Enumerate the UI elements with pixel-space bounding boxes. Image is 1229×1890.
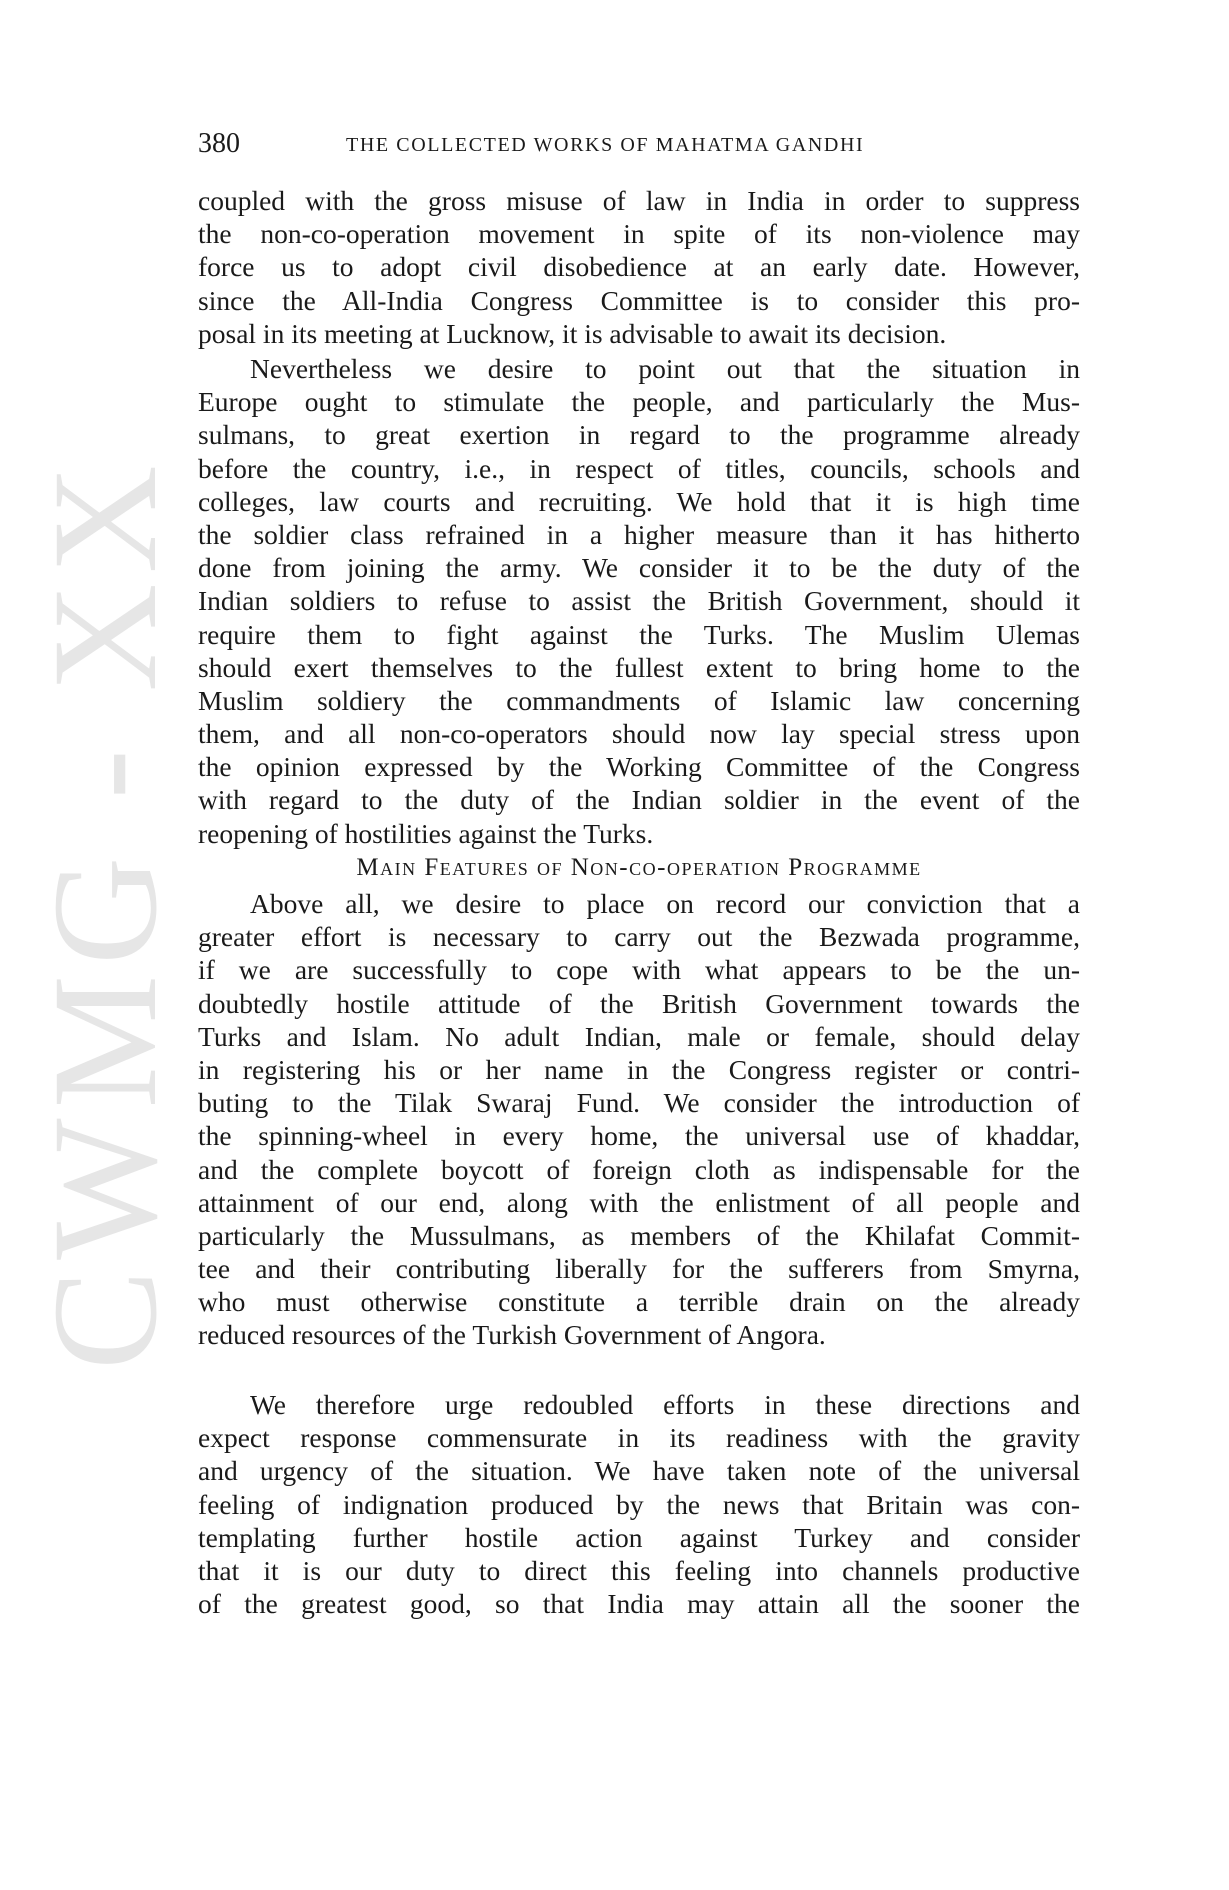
text-line: since the All-India Congress Committee is to consider this pro-: [198, 284, 1080, 316]
text-line: Indian soldiers to refuse to assist the British Government, should it: [198, 585, 1080, 617]
text-line: of the greatest good, so that India may attain all the sooner the: [198, 1588, 1080, 1620]
text-line: the spinning-wheel in every home, the universal use of khaddar,: [198, 1120, 1080, 1152]
watermark: CWMG - XX: [22, 455, 188, 1370]
text-line: reduced resources of the Turkish Government of Angora.: [198, 1319, 826, 1351]
page-number: 380: [198, 128, 240, 159]
text-line: and the complete boycott of foreign cloth as indispensable for the: [198, 1153, 1080, 1185]
text-line: that it is our duty to direct this feeling into channels productive: [198, 1554, 1080, 1586]
page-header: [198, 128, 1080, 164]
paragraph: [198, 1388, 1080, 1620]
text-line: expect response commensurate in its readiness with the gravity: [198, 1422, 1080, 1454]
text-line: colleges, law courts and recruiting. We hold that it is high time: [198, 485, 1080, 517]
text-line: reopening of hostilities against the Turks.: [198, 817, 654, 849]
text-line: done from joining the army. We consider it to be the duty of the: [198, 552, 1080, 584]
text-line: who must otherwise constitute a terrible drain on the already: [198, 1286, 1080, 1318]
text-line: tee and their contributing liberally for the sufferers from Smyrna,: [198, 1253, 1080, 1285]
text-line: Above all, we desire to place on record our conviction that a: [250, 888, 1080, 919]
text-line: the soldier class refrained in a higher measure than it has hitherto: [198, 518, 1080, 550]
paragraph: [198, 352, 1080, 850]
text-line: the opinion expressed by the Working Committee of the Congress: [198, 751, 1080, 783]
text-line: feeling of indignation produced by the news that Britain was con-: [198, 1488, 1080, 1520]
text-line: posal in its meeting at Lucknow, it is advisable to await its decision.: [198, 317, 947, 349]
text-line: particularly the Mussulmans, as members of the Khilafat Commit-: [198, 1219, 1080, 1251]
text-line: greater effort is necessary to carry out the Bezwada programme,: [198, 921, 1080, 953]
text-line: attainment of our end, along with the enlistment of all people and: [198, 1186, 1080, 1218]
text-line: doubtedly hostile attitude of the British Government towards the: [198, 987, 1080, 1019]
text-line: Muslim soldiery the commandments of Islamic law concerning: [198, 684, 1080, 716]
section-heading: Main Features of Non-co-operation Programme: [356, 854, 922, 881]
text-line: Europe ought to stimulate the people, and particularly the Mus-: [198, 386, 1080, 418]
text-line: before the country, i.e., in respect of titles, councils, schools and: [198, 452, 1080, 484]
text-line: with regard to the duty of the Indian soldier in the event of the: [198, 784, 1080, 816]
paragraph: [198, 184, 1080, 350]
text-line: coupled with the gross misuse of law in India in order to suppress: [198, 185, 1080, 216]
text-line: require them to fight against the Turks. The Muslim Ulemas: [198, 618, 1080, 650]
text-line: Turks and Islam. No adult Indian, male or female, should delay: [198, 1020, 1080, 1052]
text-line: buting to the Tilak Swaraj Fund. We consider the introduction of: [198, 1087, 1080, 1119]
text-line: templating further hostile action against Turkey and consider: [198, 1521, 1080, 1553]
text-line: and urgency of the situation. We have taken note of the universal: [198, 1455, 1080, 1487]
paragraph: [198, 887, 1080, 1352]
text-line: should exert themselves to the fullest extent to bring home to the: [198, 651, 1080, 683]
text-line: the non-co-operation movement in spite of its non-violence may: [198, 218, 1080, 250]
text-line: force us to adopt civil disobedience at an early date. However,: [198, 251, 1080, 283]
text-line: them, and all non-co-operators should now lay special stress upon: [198, 718, 1080, 750]
text-line: if we are successfully to cope with what appears to be the un-: [198, 954, 1080, 986]
text-line: Nevertheless we desire to point out that the situation in: [250, 353, 1080, 384]
text-line: We therefore urge redoubled efforts in these directions and: [250, 1389, 1080, 1420]
text-line: in registering his or her name in the Congress register or contri-: [198, 1053, 1080, 1085]
running-head: THE COLLECTED WORKS OF MAHATMA GANDHI: [346, 134, 865, 156]
text-line: sulmans, to great exertion in regard to the programme already: [198, 419, 1080, 451]
